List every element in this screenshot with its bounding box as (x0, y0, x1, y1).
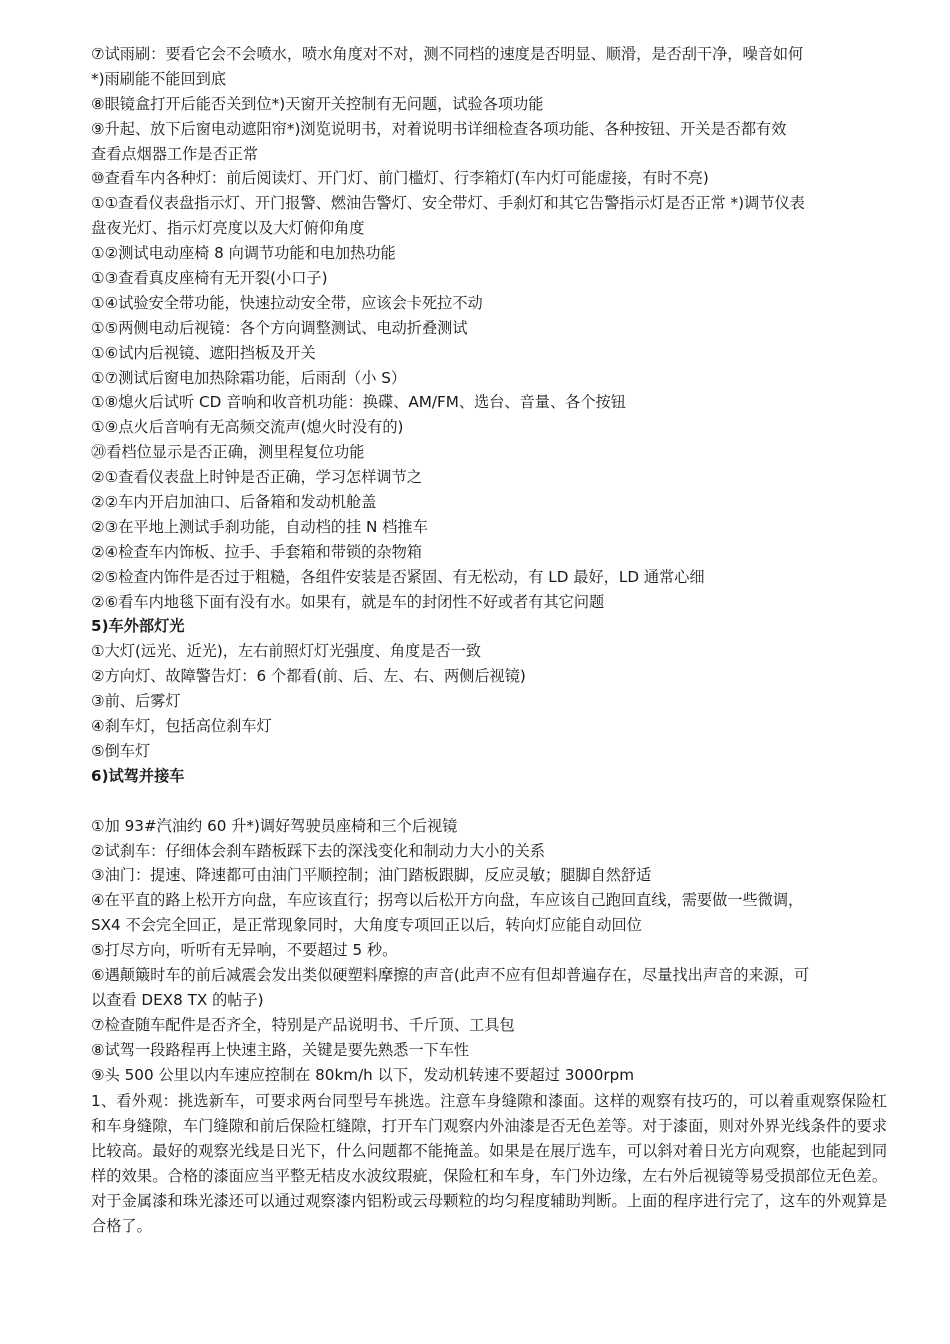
drive-line: ⑥遇颠簸时车的前后减震会发出类似硬塑料摩擦的声音(此声不应有但却普遍存在，尽量找出声音的来源，可 (91, 965, 810, 984)
spacer (91, 789, 891, 814)
closing-paragraph: 1、看外观：挑选新车，可要求两台同型号车挑选。注意车身缝隙和漆面。这样的观察有技巧的，可以着重观察保险杠和车身缝隙，车门缝隙和前后保险杠缝隙，打开车门观察内外油漆是否无色差等。对于漆面，则对外界光线条件的要求比较高。最好的观察光线是日光下，什么问题都不能掩盖。如果是在展厅选车，可以斜对着日光方向观察，也能起到同样的效果。合格的漆面应当平整无桔皮水波纹瑕疵，保险杠和车身，车门外边缘，左右外后视镜等易受损部位无色差。对于金属漆和珠光漆还可以通过观察漆内铝粉或云母颗粒的均匀程度辅助判断。上面的程序进行完了，这车的外观算是合格了。 (91, 1092, 887, 1235)
checklist-line: ⑳看档位显示是否正确，测里程复位功能 (91, 443, 365, 462)
lights-line: ④刹车灯，包括高位刹车灯 (91, 717, 272, 736)
checklist-line: ②⑥看车内地毯下面有没有水。如果有，就是车的封闭性不好或者有其它问题 (91, 592, 605, 611)
checklist-line: ①②测试电动座椅 8 向调节功能和电加热功能 (91, 244, 396, 263)
drive-line: ②试刹车：仔细体会刹车踏板踩下去的深浅变化和制动力大小的关系 (91, 841, 546, 860)
lights-line: ③前、后雾灯 (91, 692, 181, 711)
checklist-line: ①⑧熄火后试听 CD 音响和收音机功能：换碟、AM/FM、选台、音量、各个按钮 (91, 393, 626, 412)
checklist-line: ①⑤两侧电动后视镜：各个方向调整测试、电动折叠测试 (91, 318, 468, 337)
lights-line: ②方向灯、故障警告灯：6 个都看(前、后、左、右、两侧后视镜) (91, 667, 526, 686)
drive-line: 以查看 DEX8 TX 的帖子) (91, 990, 264, 1009)
checklist-line: ⑩查看车内各种灯：前后阅读灯、开门灯、前门槛灯、行李箱灯(车内灯可能虚接，有时不亮) (91, 169, 709, 188)
checklist-line: 盘夜光灯、指示灯亮度以及大灯俯仰角度 (91, 219, 365, 238)
checklist-line: ②②车内开启加油口、后备箱和发动机舱盖 (91, 493, 377, 512)
lights-line: ①大灯(远光、近光)，左右前照灯灯光强度、角度是否一致 (91, 642, 481, 661)
drive-line: ⑨头 500 公里以内车速应控制在 80km/h 以下，发动机转速不要超过 3000rpm (91, 1065, 635, 1084)
lights-line: ⑤倒车灯 (91, 741, 151, 760)
checklist-line: ⑨升起、放下后窗电动遮阳帘*)浏览说明书，对着说明书详细检查各项功能、各种按钮、开关是否都有效 (91, 119, 787, 138)
checklist-line: ①③查看真皮座椅有无开裂(小口子) (91, 269, 328, 288)
checklist-line: *)雨刷能不能回到底 (91, 69, 227, 88)
drive-line: ①加 93#汽油约 60 升*)调好驾驶员座椅和三个后视镜 (91, 816, 458, 835)
checklist-line: ⑧眼镜盒打开后能否关到位*)天窗开关控制有无问题，试验各项功能 (91, 94, 544, 113)
checklist-line: ①①查看仪表盘指示灯、开门报警、燃油告警灯、安全带灯、手刹灯和其它告警指示灯是否正常 *)调节仪表 (91, 194, 805, 213)
checklist-line: ⑦试雨刷：要看它会不会喷水，喷水角度对不对，测不同档的速度是否明显、顺滑，是否刮干净，噪音如何 (91, 45, 804, 63)
section-heading-exterior-lights: 5)车外部灯光 (91, 617, 185, 636)
checklist-line: ①⑥试内后视镜、遮阳挡板及开关 (91, 343, 316, 362)
drive-line: ⑦检查随车配件是否齐全，特别是产品说明书、千斤顶、工具包 (91, 1015, 515, 1034)
checklist-line: ②①查看仪表盘上时钟是否正确，学习怎样调节之 (91, 468, 422, 487)
drive-line: ⑧试驾一段路程再上快速主路，关键是要先熟悉一下车性 (91, 1040, 470, 1059)
drive-line: SX4 不会完全回正，是正常现象同时，大角度专项回正以后，转向灯应能自动回位 (91, 916, 642, 935)
section-heading-test-drive: 6)试驾并接车 (91, 766, 185, 785)
checklist-line: ②④检查车内饰板、拉手、手套箱和带锁的杂物箱 (91, 542, 422, 561)
checklist-line: ①④试验安全带功能，快速拉动安全带，应该会卡死拉不动 (91, 293, 483, 312)
checklist-line: ②③在平地上测试手刹功能，自动档的挂 N 档推车 (91, 517, 428, 536)
drive-line: ④在平直的路上松开方向盘，车应该直行；拐弯以后松开方向盘，车应该自己跑回直线，需要做一些微调， (91, 891, 804, 910)
checklist-line: ①⑦测试后窗电加热除霜功能，后雨刮（小 S） (91, 368, 407, 387)
checklist-line: 查看点烟器工作是否正常 (91, 144, 259, 163)
checklist-line: ②⑤检查内饰件是否过于粗糙，各组件安装是否紧固、有无松动，有 LD 最好，LD 通常心细 (91, 567, 705, 586)
checklist-line: ①⑨点火后音响有无高频交流声(熄火时没有的) (91, 418, 404, 437)
checklist (91, 42, 891, 1087)
drive-line: ⑤打尽方向，听听有无异响，不要超过 5 秒。 (91, 941, 398, 960)
drive-line: ③油门：提速、降速都可由油门平顺控制；油门踏板跟脚，反应灵敏；腿脚自然舒适 (91, 866, 652, 885)
